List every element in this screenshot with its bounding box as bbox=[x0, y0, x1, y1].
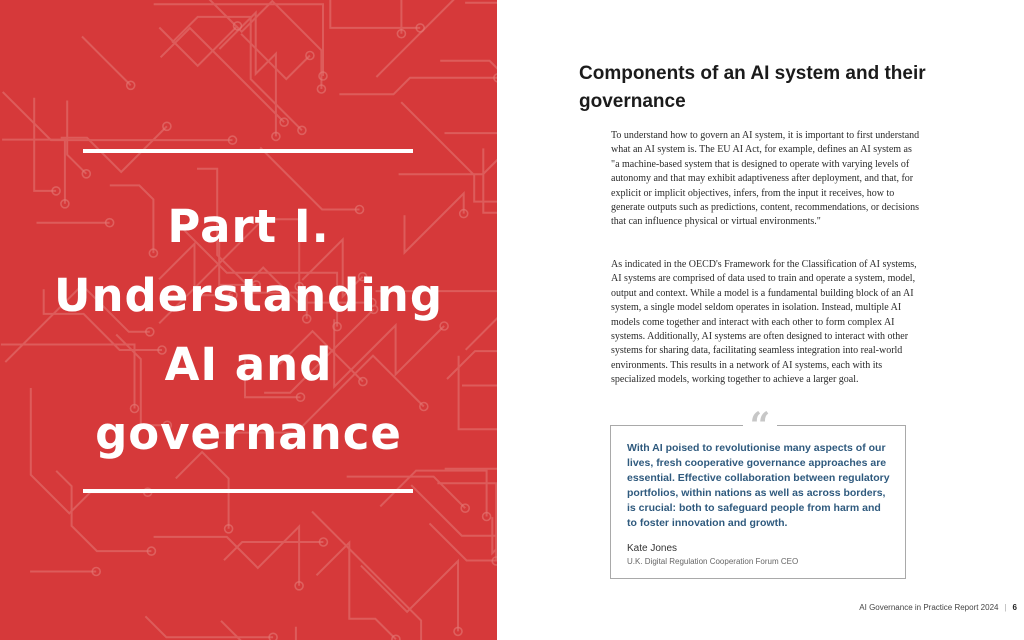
circuit-trace bbox=[440, 61, 497, 137]
circuit-trace bbox=[330, 0, 420, 28]
part-title-line: governance bbox=[95, 407, 402, 460]
body-paragraph: As indicated in the OECD's Framework for the Classification of AI systems, AI systems are comprised of data used to train and operate a system, model, output and context. While a model is a fundamental building block of an AI system, a single model seldom operates in isolation. Instead, multiple AI models come together and interact with each other to form complex AI systems. Additionally, AI systems are often designed to interact with other systems for sharing data, facilitating seamless integration into real-world environments. This results in a network of AI systems, each with its specialized models, working together to achieve a larger goal. bbox=[611, 259, 917, 386]
title-rule-top bbox=[83, 149, 413, 153]
part-title bbox=[40, 192, 457, 468]
circuit-trace bbox=[3, 92, 233, 140]
circuit-trace bbox=[34, 98, 56, 191]
content-page bbox=[497, 0, 1024, 640]
circuit-trace bbox=[411, 483, 497, 536]
body-paragraph: To understand how to govern an AI system, it is important to first understand what an AI system is. The EU AI Act, for example, defines an AI system as "a machine-based system that is designed to operate with varying levels of autonomy and that may exhibit adaptiveness after deployment, and that, for explicit or implicit objectives, infers, from the input it receives, how to generate outputs such as predictions, content, recommendations, or decisions that can influence physical or virtual environments." bbox=[611, 130, 920, 228]
circuit-trace bbox=[312, 512, 421, 640]
circuit-trace bbox=[361, 561, 458, 631]
part-title-line: Part I. bbox=[167, 200, 330, 253]
circuit-trace bbox=[466, 305, 497, 432]
circuit-trace bbox=[154, 527, 300, 586]
circuit-trace bbox=[82, 37, 131, 86]
page-footer bbox=[827, 603, 1017, 612]
circuit-trace bbox=[145, 616, 273, 637]
circuit-trace bbox=[430, 523, 498, 560]
part-title-line: Understanding bbox=[53, 269, 444, 322]
circuit-trace bbox=[465, 3, 497, 67]
circuit-trace bbox=[459, 356, 497, 429]
quote-author-role: U.K. Digital Regulation Cooperation Forum CEO bbox=[627, 557, 799, 566]
section-heading: Components of an AI system and their governance bbox=[579, 63, 926, 112]
part-cover-panel bbox=[0, 0, 497, 640]
page-number: 6 bbox=[1012, 603, 1017, 612]
circuit-trace bbox=[296, 627, 318, 640]
circuit-trace bbox=[339, 78, 497, 95]
circuit-trace bbox=[219, 13, 276, 137]
title-rule-bottom bbox=[83, 489, 413, 493]
footer-separator: | bbox=[1004, 603, 1007, 612]
circuit-trace bbox=[399, 150, 497, 174]
pull-quote-text: With AI poised to revolutionise many aspects of our lives, fresh cooperative governance approaches are essential. Effective collaboration between regulatory portfolios, within nations as well as across borders, is crucial: both to safeguard people from harm and to foster innovation and growth. bbox=[627, 442, 890, 529]
footer-report-title: AI Governance in Practice Report 2024 bbox=[859, 603, 999, 612]
circuit-trace bbox=[483, 148, 497, 212]
circuit-trace bbox=[376, 0, 489, 77]
quote-author: Kate Jones bbox=[627, 543, 678, 554]
part-title-line: AI and bbox=[164, 338, 333, 391]
circuit-trace bbox=[462, 386, 497, 488]
quote-mark-icon: “ bbox=[743, 405, 777, 439]
